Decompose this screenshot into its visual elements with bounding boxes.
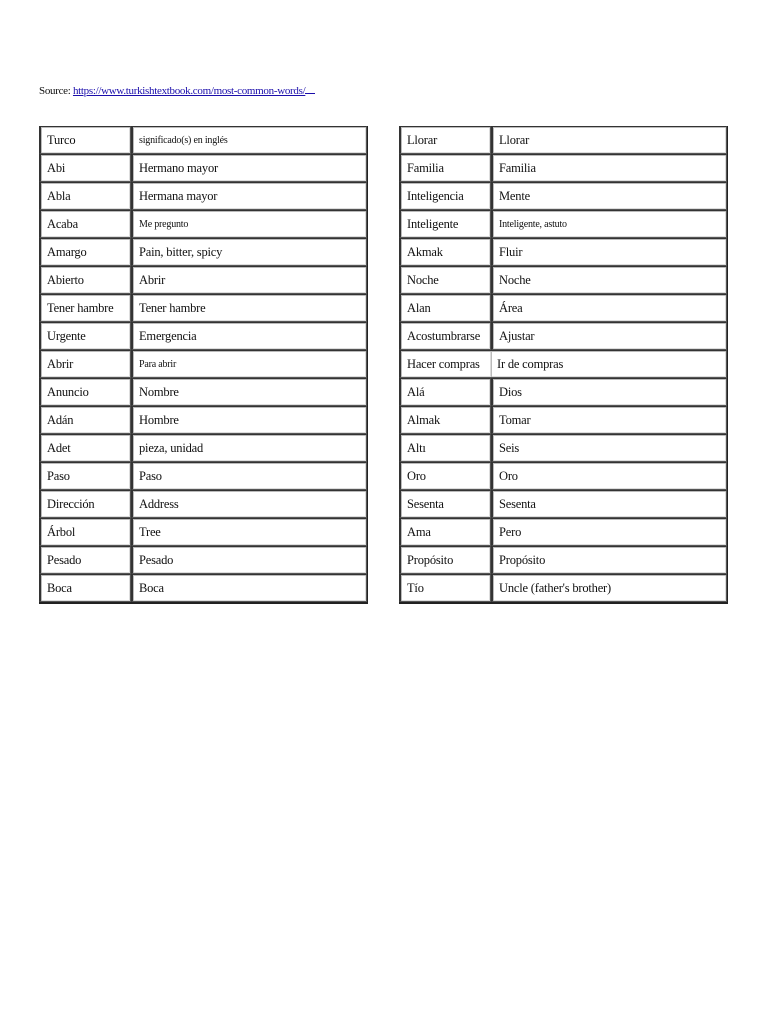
meaning-cell: Emergencia bbox=[131, 322, 367, 350]
table-row bbox=[39, 182, 367, 210]
meaning-cell: pieza, unidad bbox=[131, 434, 367, 462]
table-row bbox=[399, 434, 727, 462]
turkish-word-cell: Acaba bbox=[39, 210, 131, 238]
turkish-word-cell: Propósito bbox=[399, 546, 491, 574]
vocab-table-left bbox=[39, 126, 368, 604]
meaning-cell: Hermana mayor bbox=[131, 182, 367, 210]
table-row bbox=[39, 518, 367, 546]
turkish-word-cell: Paso bbox=[39, 462, 131, 490]
meaning-cell: Seis bbox=[491, 434, 727, 462]
turkish-word-cell: Amargo bbox=[39, 238, 131, 266]
turkish-word-cell: Anuncio bbox=[39, 378, 131, 406]
table-row bbox=[39, 434, 367, 462]
table-row bbox=[39, 126, 367, 154]
meaning-cell: Inteligente, astuto bbox=[491, 210, 727, 238]
table-row bbox=[39, 266, 367, 294]
turkish-word-cell: Abla bbox=[39, 182, 131, 210]
meaning-cell: Tomar bbox=[491, 406, 727, 434]
turkish-word-cell: Familia bbox=[399, 154, 491, 182]
meaning-cell: Boca bbox=[131, 574, 367, 602]
table-row bbox=[39, 350, 367, 378]
turkish-word-cell: Tener hambre bbox=[39, 294, 131, 322]
meaning-cell: Tree bbox=[131, 518, 367, 546]
source-line bbox=[39, 82, 315, 98]
vocab-table-left-body bbox=[39, 126, 367, 602]
table-row bbox=[39, 322, 367, 350]
turkish-word-cell: Llorar bbox=[399, 126, 491, 154]
source-link[interactable]: https://www.turkishtextbook.com/most-common-words/ bbox=[72, 85, 306, 97]
turkish-word-cell: Tío bbox=[399, 574, 491, 602]
source-label: Source: bbox=[39, 85, 73, 97]
turkish-word-cell: Hacer compras bbox=[399, 350, 491, 378]
turkish-word-cell: Abierto bbox=[39, 266, 131, 294]
table-row bbox=[399, 238, 727, 266]
turkish-word-cell: Inteligente bbox=[399, 210, 491, 238]
turkish-word-cell: Akmak bbox=[399, 238, 491, 266]
turkish-word-cell: Alan bbox=[399, 294, 491, 322]
turkish-word-cell: Adán bbox=[39, 406, 131, 434]
meaning-cell: Noche bbox=[491, 266, 727, 294]
turkish-word-cell: Dirección bbox=[39, 490, 131, 518]
meaning-cell: Address bbox=[131, 490, 367, 518]
meaning-cell: Ajustar bbox=[491, 322, 727, 350]
meaning-cell: Sesenta bbox=[491, 490, 727, 518]
meaning-cell: Pesado bbox=[131, 546, 367, 574]
table-row bbox=[39, 546, 367, 574]
table-row bbox=[399, 182, 727, 210]
turkish-word-cell: Acostumbrarse bbox=[399, 322, 491, 350]
turkish-word-cell: Alá bbox=[399, 378, 491, 406]
turkish-word-cell: Inteligencia bbox=[399, 182, 491, 210]
meaning-cell: significado(s) en inglés bbox=[131, 126, 367, 154]
turkish-word-cell: Pesado bbox=[39, 546, 131, 574]
meaning-cell: Tener hambre bbox=[131, 294, 367, 322]
meaning-cell: Me pregunto bbox=[131, 210, 367, 238]
table-row bbox=[399, 126, 727, 154]
meaning-cell: Uncle (father's brother) bbox=[491, 574, 727, 602]
meaning-cell: Nombre bbox=[131, 378, 367, 406]
turkish-word-cell: Oro bbox=[399, 462, 491, 490]
table-row bbox=[399, 266, 727, 294]
meaning-cell: Pero bbox=[491, 518, 727, 546]
source-link-underline bbox=[305, 82, 315, 94]
meaning-cell: Propósito bbox=[491, 546, 727, 574]
table-row bbox=[39, 378, 367, 406]
meaning-cell: Mente bbox=[491, 182, 727, 210]
table-row bbox=[399, 546, 727, 574]
turkish-word-cell: Ama bbox=[399, 518, 491, 546]
table-row bbox=[399, 518, 727, 546]
table-row bbox=[399, 378, 727, 406]
meaning-cell: Área bbox=[491, 294, 727, 322]
table-row bbox=[399, 574, 727, 602]
meaning-cell: Familia bbox=[491, 154, 727, 182]
table-row bbox=[399, 406, 727, 434]
meaning-cell: Hombre bbox=[131, 406, 367, 434]
meaning-cell: Pain, bitter, spicy bbox=[131, 238, 367, 266]
turkish-word-cell: Árbol bbox=[39, 518, 131, 546]
meaning-cell: Abrir bbox=[131, 266, 367, 294]
vocab-table-right bbox=[399, 126, 728, 604]
table-row bbox=[399, 462, 727, 490]
turkish-word-cell: Abi bbox=[39, 154, 131, 182]
table-row bbox=[399, 294, 727, 322]
table-row bbox=[39, 294, 367, 322]
table-row bbox=[399, 322, 727, 350]
turkish-word-cell: Noche bbox=[399, 266, 491, 294]
vocab-table-right-body bbox=[399, 126, 727, 602]
table-row bbox=[399, 210, 727, 238]
table-row bbox=[39, 210, 367, 238]
meaning-cell: Para abrir bbox=[131, 350, 367, 378]
meaning-cell: Oro bbox=[491, 462, 727, 490]
turkish-word-cell: Turco bbox=[39, 126, 131, 154]
turkish-word-cell: Adet bbox=[39, 434, 131, 462]
meaning-cell: Ir de compras bbox=[491, 350, 727, 378]
table-row bbox=[39, 490, 367, 518]
table-row bbox=[399, 350, 727, 378]
meaning-cell: Dios bbox=[491, 378, 727, 406]
table-row bbox=[39, 406, 367, 434]
turkish-word-cell: Urgente bbox=[39, 322, 131, 350]
turkish-word-cell: Boca bbox=[39, 574, 131, 602]
turkish-word-cell: Altı bbox=[399, 434, 491, 462]
turkish-word-cell: Sesenta bbox=[399, 490, 491, 518]
table-row bbox=[39, 462, 367, 490]
table-row bbox=[399, 154, 727, 182]
table-row bbox=[39, 238, 367, 266]
turkish-word-cell: Abrir bbox=[39, 350, 131, 378]
table-row bbox=[39, 574, 367, 602]
meaning-cell: Fluir bbox=[491, 238, 727, 266]
table-row bbox=[39, 154, 367, 182]
meaning-cell: Llorar bbox=[491, 126, 727, 154]
table-row bbox=[399, 490, 727, 518]
meaning-cell: Hermano mayor bbox=[131, 154, 367, 182]
meaning-cell: Paso bbox=[131, 462, 367, 490]
turkish-word-cell: Almak bbox=[399, 406, 491, 434]
